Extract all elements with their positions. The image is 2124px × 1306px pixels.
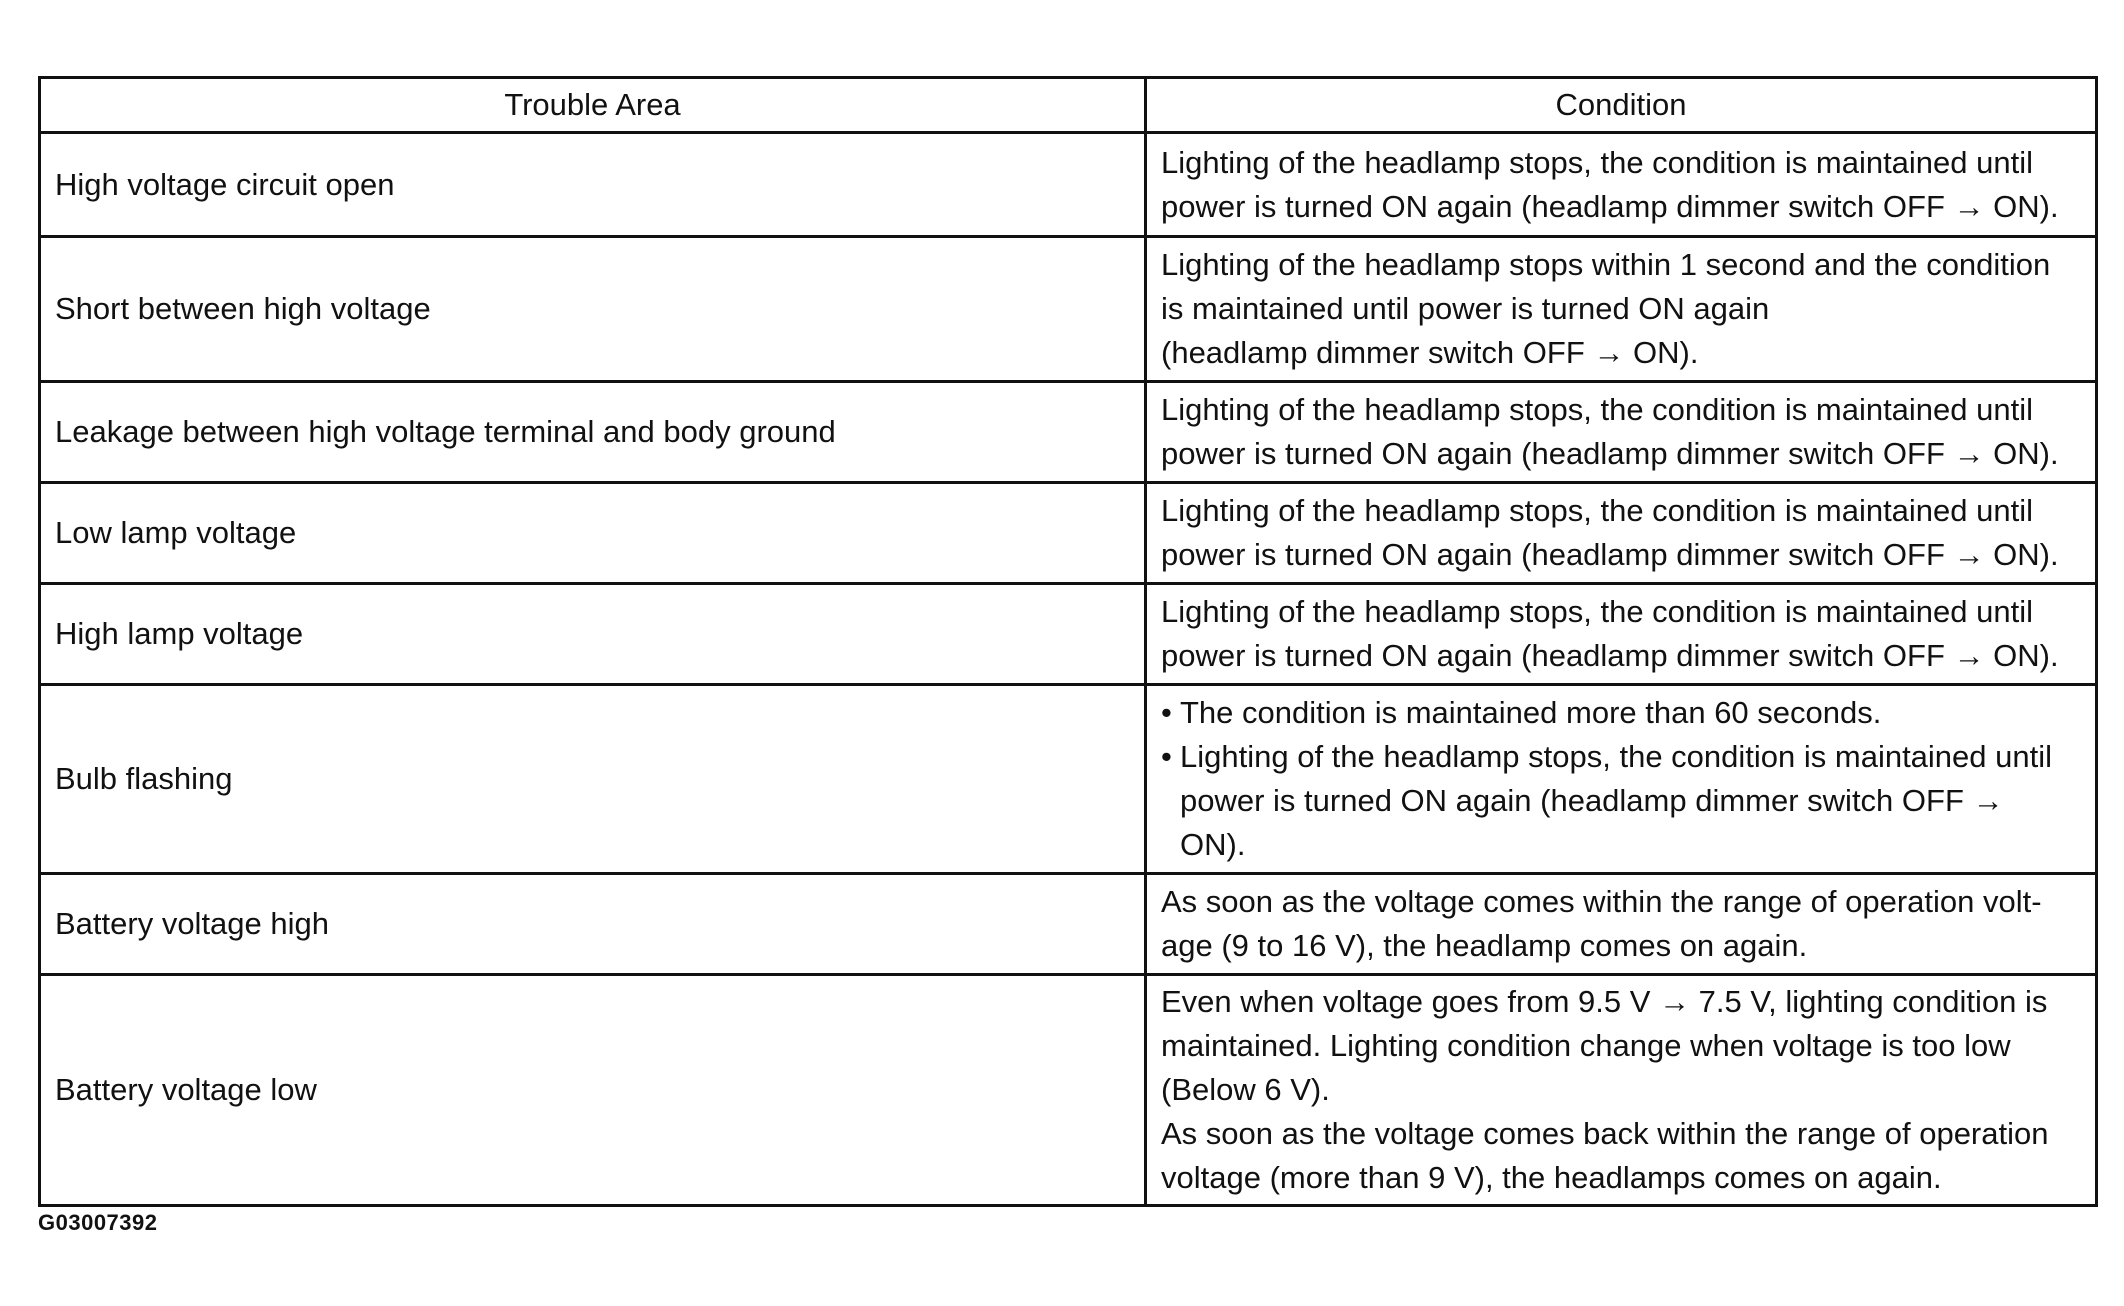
condition-line: Lighting of the headlamp stops, the condition is maintained until bbox=[1180, 739, 2053, 774]
condition-cell bbox=[1146, 584, 2097, 685]
condition-line: ON). bbox=[1180, 827, 1246, 862]
table-row bbox=[40, 685, 2097, 874]
table-row bbox=[40, 584, 2097, 685]
condition-line: Even when voltage goes from 9.5 V → 7.5 V, lighting condition is bbox=[1161, 984, 2048, 1019]
table-row bbox=[40, 133, 2097, 237]
trouble-area-cell: Bulb flashing bbox=[40, 685, 1146, 874]
table-row bbox=[40, 975, 2097, 1206]
condition-line: power is turned ON again (headlamp dimmer switch OFF → ON). bbox=[1161, 537, 2059, 572]
trouble-area-cell: Leakage between high voltage terminal and body ground bbox=[40, 382, 1146, 483]
header-trouble-area: Trouble Area bbox=[40, 78, 1146, 133]
trouble-area-cell: Battery voltage high bbox=[40, 874, 1146, 975]
condition-line: power is turned ON again (headlamp dimmer switch OFF → ON). bbox=[1161, 188, 2059, 224]
condition-line: As soon as the voltage comes back within the range of operation bbox=[1161, 1116, 2049, 1151]
table-row bbox=[40, 483, 2097, 584]
figure-id: G03007392 bbox=[38, 1210, 158, 1235]
condition-line: power is turned ON again (headlamp dimmer switch OFF → bbox=[1180, 783, 2004, 818]
condition-cell bbox=[1146, 975, 2097, 1206]
condition-line: (headlamp dimmer switch OFF → ON). bbox=[1161, 335, 1699, 370]
table-row bbox=[40, 382, 2097, 483]
condition-line: Lighting of the headlamp stops, the condition is maintained until bbox=[1161, 594, 2034, 629]
table-row bbox=[40, 874, 2097, 975]
condition-line: (Below 6 V). bbox=[1161, 1072, 1330, 1107]
condition-line: voltage (more than 9 V), the headlamps comes on again. bbox=[1161, 1160, 1942, 1195]
bullet-glyph: • bbox=[1161, 695, 1172, 730]
condition-cell bbox=[1146, 685, 2097, 874]
condition-line: power is turned ON again (headlamp dimmer switch OFF → ON). bbox=[1161, 436, 2059, 471]
condition-cell bbox=[1146, 133, 2097, 237]
trouble-table-container bbox=[38, 76, 2095, 1207]
trouble-area-cell: Short between high voltage bbox=[40, 237, 1146, 382]
trouble-area-cell: High voltage circuit open bbox=[40, 133, 1146, 237]
condition-line: Lighting of the headlamp stops, the condition is maintained until bbox=[1161, 493, 2034, 528]
bullet-item bbox=[1161, 691, 2085, 735]
condition-cell bbox=[1146, 382, 2097, 483]
header-condition: Condition bbox=[1146, 78, 2097, 133]
bullet-item bbox=[1161, 735, 2085, 867]
trouble-area-cell: Battery voltage low bbox=[40, 975, 1146, 1206]
condition-line: As soon as the voltage comes within the range of operation volt- bbox=[1161, 884, 2042, 919]
table-header-row bbox=[40, 78, 2097, 133]
condition-line: power is turned ON again (headlamp dimmer switch OFF → ON). bbox=[1161, 638, 2059, 673]
condition-line: The condition is maintained more than 60 seconds. bbox=[1180, 695, 1882, 730]
trouble-area-cell: High lamp voltage bbox=[40, 584, 1146, 685]
condition-line: Lighting of the headlamp stops, the condition is maintained until bbox=[1161, 144, 2034, 180]
condition-line: age (9 to 16 V), the headlamp comes on again. bbox=[1161, 928, 1808, 963]
trouble-area-cell: Low lamp voltage bbox=[40, 483, 1146, 584]
condition-line: maintained. Lighting condition change when voltage is too low bbox=[1161, 1028, 2011, 1063]
condition-line: is maintained until power is turned ON again bbox=[1161, 291, 1770, 326]
condition-cell bbox=[1146, 483, 2097, 584]
bullet-glyph: • bbox=[1161, 739, 1172, 774]
table-row bbox=[40, 237, 2097, 382]
trouble-condition-table bbox=[38, 76, 2098, 1207]
condition-cell bbox=[1146, 874, 2097, 975]
condition-line: Lighting of the headlamp stops, the condition is maintained until bbox=[1161, 392, 2034, 427]
condition-line: Lighting of the headlamp stops within 1 second and the condition bbox=[1161, 247, 2051, 282]
condition-cell bbox=[1146, 237, 2097, 382]
